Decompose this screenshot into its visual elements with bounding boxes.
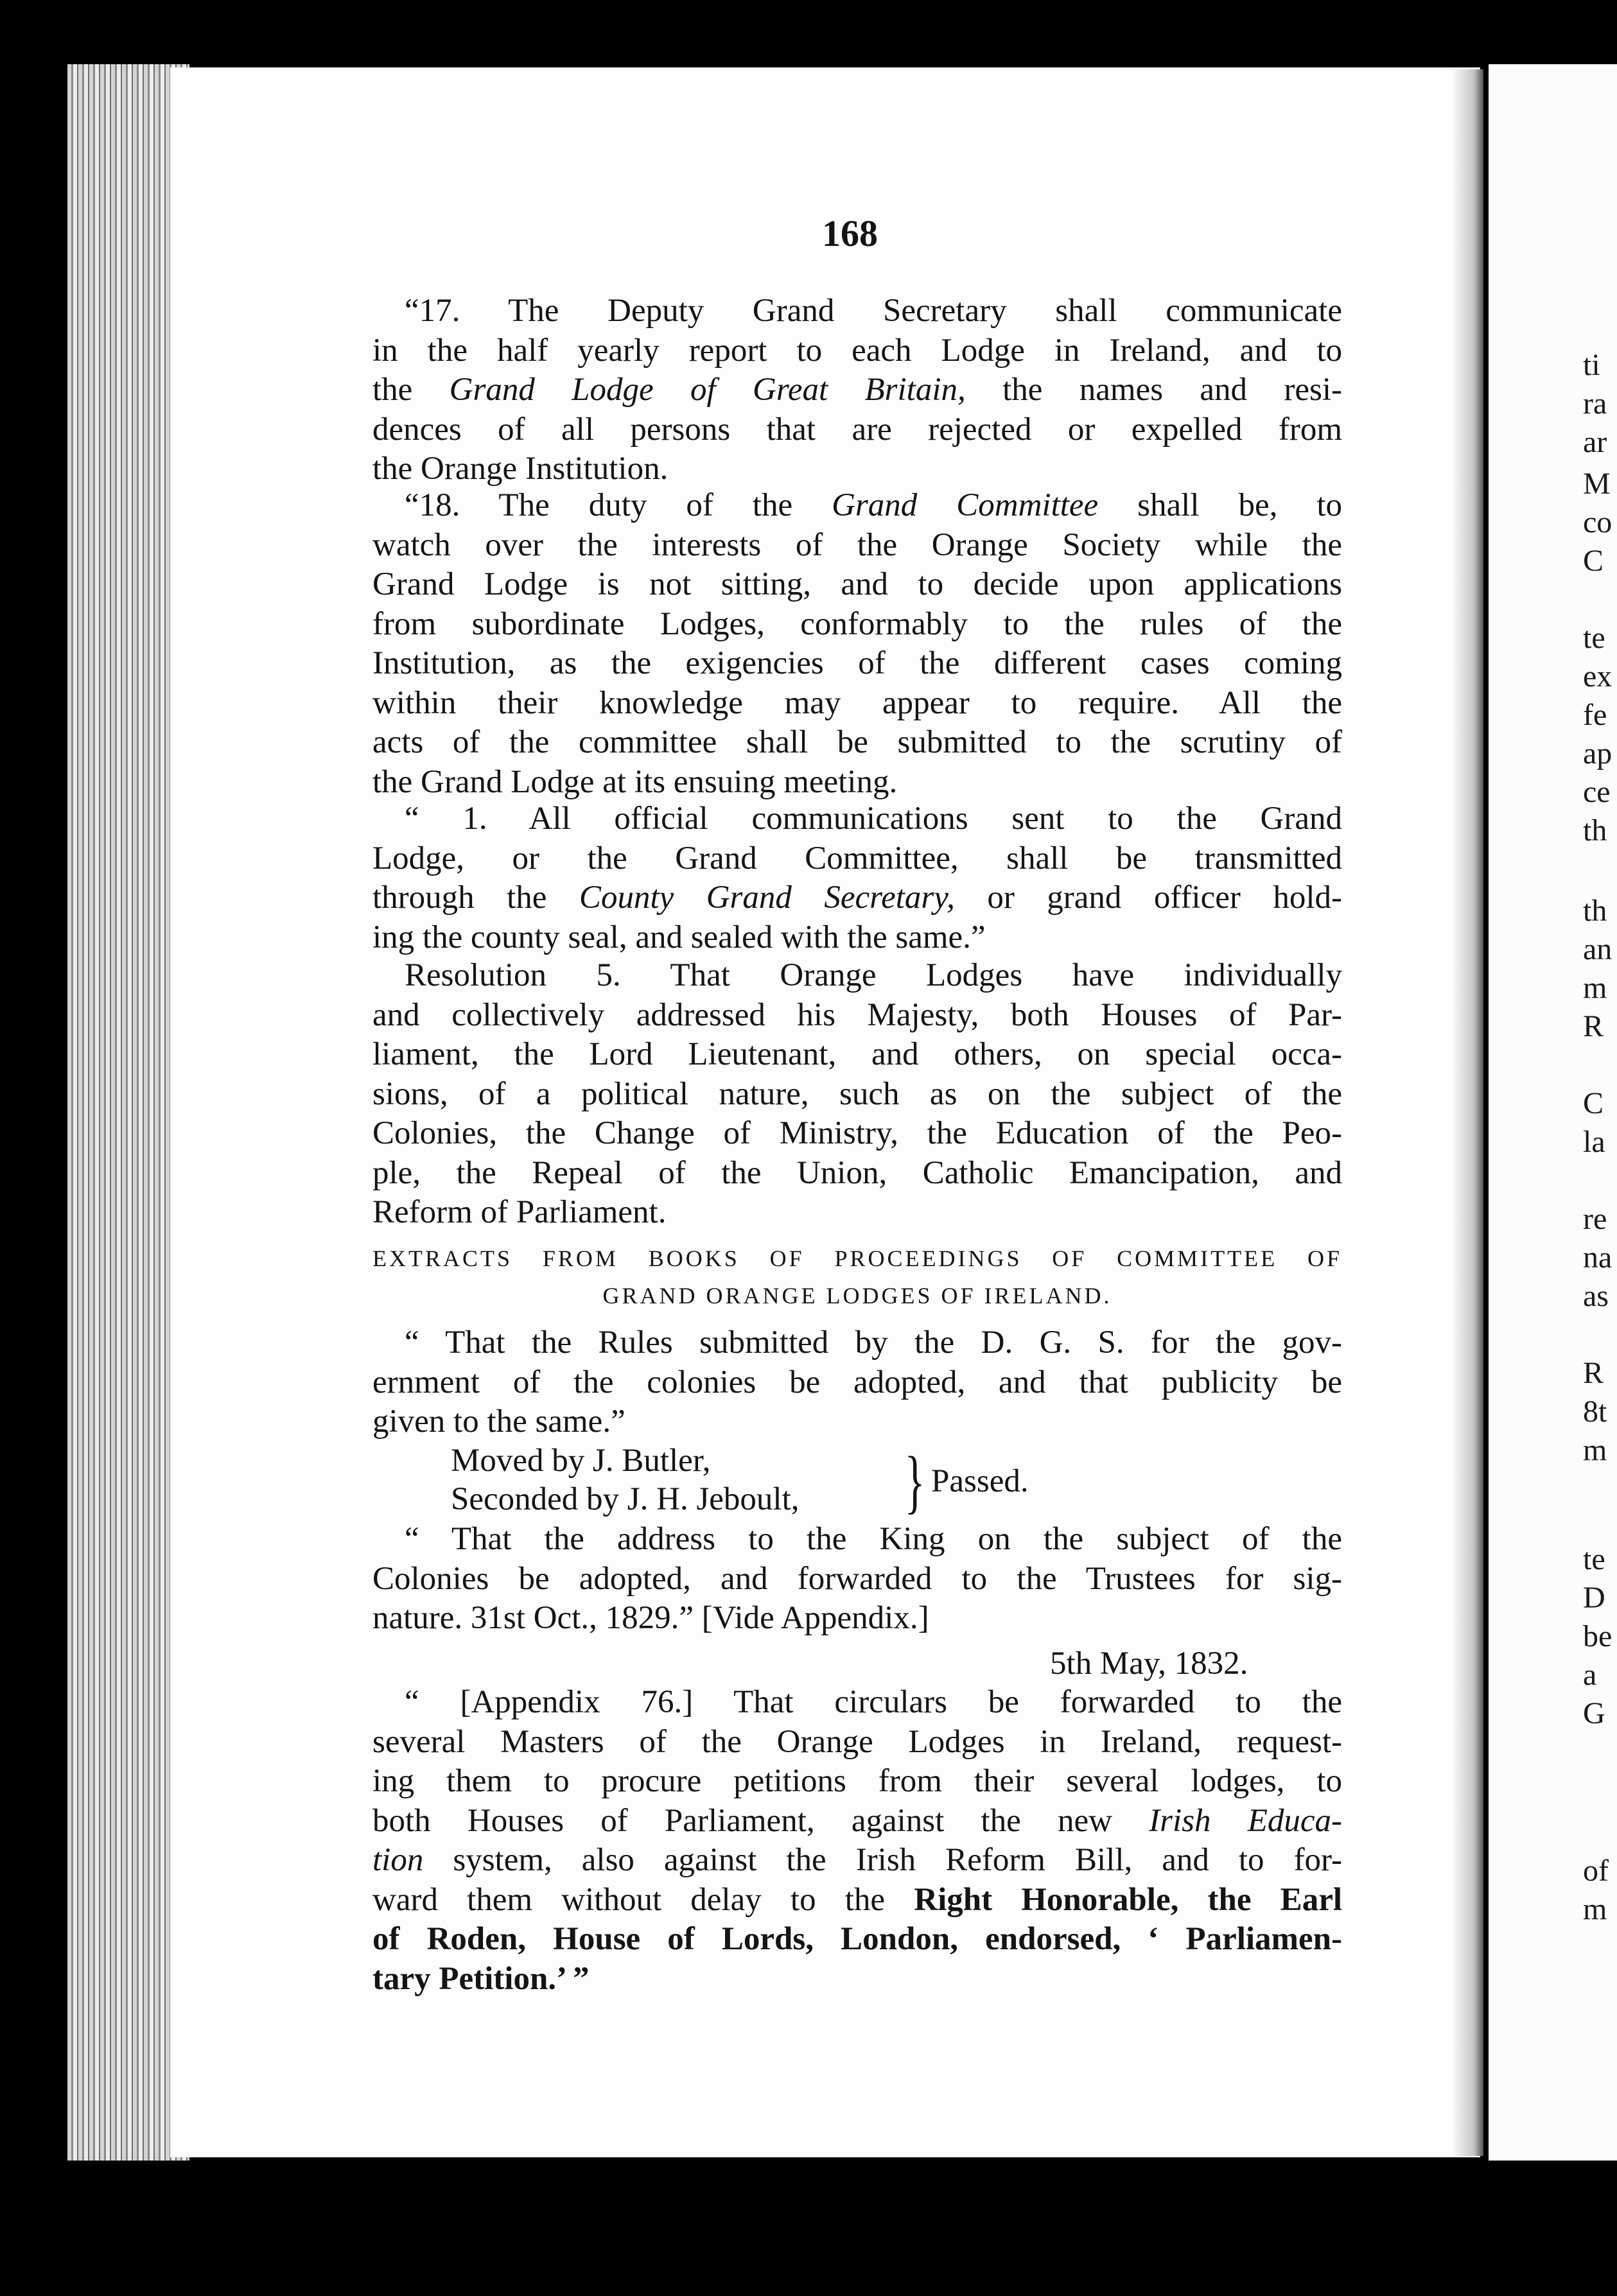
- facing-page-fragment-text: m: [1583, 1892, 1607, 1926]
- facing-page-fragment-text: th: [1583, 894, 1607, 928]
- circulars-line: both Houses of Parliament, against the new Irish Educa-: [372, 1802, 1342, 1839]
- facing-page-fragment-text: na: [1583, 1240, 1613, 1274]
- circulars-line: of Roden, House of Lords, London, endorsed, ‘ Parliamen-: [372, 1921, 1342, 1957]
- res5-line: and collectively addressed his Majesty, both Houses of Par-: [372, 996, 1342, 1033]
- rules-line: ernment of the colonies be adopted, and that publicity be: [372, 1364, 1342, 1400]
- facing-page-fragment-text: re: [1583, 1202, 1607, 1236]
- r17-line: the Orange Institution.: [372, 451, 669, 487]
- address-line: nature. 31st Oct., 1829.” [Vide Appendix.]: [372, 1600, 929, 1636]
- facing-page-fragment-text: as: [1583, 1279, 1609, 1313]
- r17-line: dences of all persons that are rejected or expelled from: [372, 411, 1342, 448]
- facing-page-fragment-text: te: [1583, 1542, 1605, 1576]
- r1-line: through the County Grand Secretary, or grand officer hold-: [372, 880, 1342, 916]
- facing-page-fragment-text: a: [1583, 1658, 1597, 1692]
- circulars-line: ing them to procure petitions from their several lodges, to: [372, 1763, 1342, 1799]
- binding-gutter: [1451, 69, 1483, 2156]
- res5-line: liament, the Lord Lieutenant, and others, on special occa-: [372, 1036, 1342, 1072]
- res5-line: sions, of a political nature, such as on the subject of the: [372, 1075, 1342, 1112]
- facing-page-fragment-text: m: [1583, 1433, 1607, 1467]
- facing-page-fragment-text: ti: [1583, 348, 1600, 382]
- facing-page-fragment-text: m: [1583, 971, 1607, 1005]
- facing-page-fragment-text: ce: [1583, 775, 1611, 809]
- facing-page-fragment-text: co: [1583, 505, 1613, 539]
- passed-label: Passed.: [931, 1463, 1029, 1499]
- r1-line: Lodge, or the Grand Committee, shall be transmitted: [372, 840, 1342, 876]
- facing-page-fragment-text: ex: [1583, 659, 1613, 693]
- r1-line: “ 1. All official communications sent to the Grand: [405, 801, 1342, 837]
- r18-line: Institution, as the exigencies of the different cases coming: [372, 645, 1342, 681]
- res5-line: Reform of Parliament.: [372, 1194, 667, 1230]
- brace-symbol: }: [904, 1442, 925, 1520]
- r17-line: the Grand Lodge of Great Britain, the names and resi-: [372, 372, 1342, 408]
- dateline: 5th May, 1832.: [1050, 1646, 1248, 1682]
- r17-line: “17. The Deputy Grand Secretary shall communicate: [405, 293, 1342, 329]
- rules-line: given to the same.”: [372, 1404, 625, 1439]
- circulars-line: “ [Appendix 76.] That circulars be forwarded to the: [405, 1684, 1342, 1720]
- r18-line: acts of the committee shall be submitted to the scrutiny of: [372, 724, 1342, 760]
- facing-page-fragment-text: te: [1583, 621, 1605, 655]
- facing-page-fragment-text: ra: [1583, 387, 1607, 421]
- circulars-line: tion system, also against the Irish Reform Bill, and to for-: [372, 1842, 1342, 1878]
- facing-page-fragment-text: fe: [1583, 698, 1607, 732]
- facing-page-fragment-text: ar: [1583, 425, 1607, 459]
- circulars-line: ward them without delay to the Right Honorable, the Earl: [372, 1881, 1342, 1918]
- r18-line: watch over the interests of the Orange Society while the: [372, 526, 1342, 563]
- address-line: “ That the address to the King on the subject of the: [405, 1521, 1342, 1557]
- facing-page-fragment-text: th: [1583, 813, 1607, 848]
- mover-line: Seconded by J. H. Jeboult,: [451, 1481, 800, 1517]
- facing-page-fragment-text: 8t: [1583, 1395, 1607, 1429]
- page-number: 168: [822, 213, 878, 254]
- r18-line: from subordinate Lodges, conformably to the rules of the: [372, 605, 1342, 642]
- facing-page-fragment-text: be: [1583, 1619, 1613, 1653]
- rules-line: “ That the Rules submitted by the D. G. S. for the gov-: [405, 1325, 1342, 1361]
- r18-line: within their knowledge may appear to require. All the: [372, 684, 1342, 721]
- r18-line: Grand Lodge is not sitting, and to decide upon applications: [372, 566, 1342, 602]
- r17-line: in the half yearly report to each Lodge in Ireland, and to: [372, 332, 1342, 369]
- r1-line: ing the county seal, and sealed with the same.”: [372, 919, 986, 955]
- extracts-heading-line: GRAND ORANGE LODGES OF IRELAND.: [602, 1283, 1112, 1309]
- facing-page-fragment-text: D: [1583, 1581, 1605, 1615]
- facing-page-fragment-text: C: [1583, 1086, 1604, 1120]
- res5-line: Colonies, the Change of Ministry, the Education of the Peo-: [372, 1115, 1342, 1151]
- circulars-line: several Masters of the Orange Lodges in Ireland, request-: [372, 1723, 1342, 1760]
- facing-page-fragment-text: C: [1583, 544, 1604, 578]
- res5-line: Resolution 5. That Orange Lodges have individually: [405, 957, 1342, 993]
- r18-line: “18. The duty of the Grand Committee shall be, to: [405, 487, 1342, 523]
- facing-page-fragment-text: an: [1583, 932, 1613, 966]
- facing-page-fragment-text: of: [1583, 1854, 1609, 1888]
- address-line: Colonies be adopted, and forwarded to the Trustees for sig-: [372, 1560, 1342, 1597]
- facing-page-fragment-text: R: [1583, 1356, 1604, 1390]
- facing-page-fragment-text: R: [1583, 1009, 1604, 1043]
- facing-page-fragment-text: M: [1583, 467, 1611, 501]
- facing-page-fragment-text: G: [1583, 1696, 1605, 1730]
- r18-line: the Grand Lodge at its ensuing meeting.: [372, 763, 898, 800]
- facing-page-fragment-text: ap: [1583, 736, 1613, 770]
- extracts-heading-line: EXTRACTS FROM BOOKS OF PROCEEDINGS OF COMMITTEE OF: [372, 1246, 1342, 1271]
- res5-line: ple, the Repeal of the Union, Catholic Emancipation, and: [372, 1154, 1342, 1191]
- facing-page-fragment-text: la: [1583, 1125, 1605, 1159]
- circulars-line: tary Petition.’ ”: [372, 1960, 590, 1997]
- mover-line: Moved by J. Butler,: [451, 1443, 711, 1479]
